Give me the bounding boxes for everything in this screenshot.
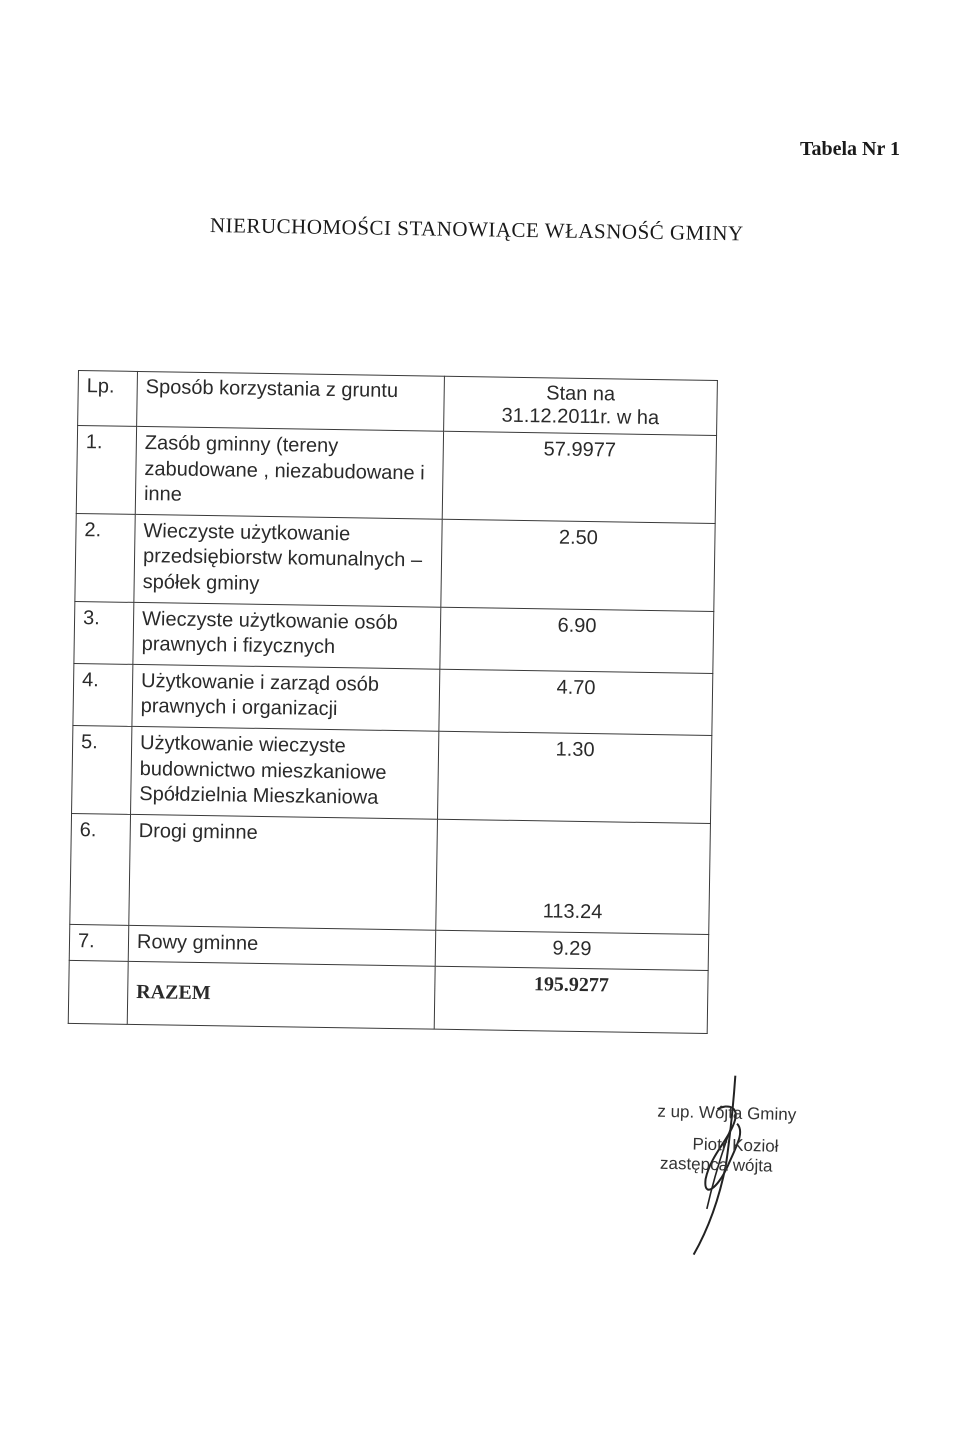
total-label: [127, 962, 435, 1030]
header-value: [444, 376, 718, 435]
total-label-text: RAZEM: [136, 980, 211, 1004]
header-value-line1: Stan na: [546, 382, 616, 406]
table-row: [72, 725, 712, 823]
row-value: 2.50: [441, 519, 715, 611]
row-lp: 2.: [75, 513, 135, 602]
table-total-row: [68, 961, 708, 1034]
total-value-text: 195.9277: [533, 973, 610, 997]
row-desc: Użytkowanie i zarząd osób prawnych i organizacji: [132, 664, 440, 731]
document-title: NIERUCHOMOŚCI STANOWIĄCE WŁASNOŚĆ GMINY: [209, 213, 744, 246]
row-lp: 6.: [70, 813, 131, 925]
row-desc: Drogi gminne: [129, 814, 438, 930]
table-row: [73, 663, 713, 735]
table-header-row: [78, 371, 718, 436]
row-desc: Użytkowanie wieczyste budownictwo mieszkaniowe Spółdzielnia Mieszkaniowa: [131, 726, 439, 819]
signature-line-1: z up. Wójta Gminy: [657, 1101, 797, 1125]
table-row: [75, 513, 715, 611]
property-table: [68, 370, 718, 1034]
row-lp: 4.: [73, 663, 133, 726]
table-row: [74, 601, 714, 673]
row-desc: Wieczyste użytkowanie osób prawnych i fizycznych: [133, 602, 441, 669]
row-lp: 7.: [69, 924, 129, 962]
header-value-line2: 31.12.2011r. w ha: [501, 404, 660, 430]
signature-stamp: [646, 1067, 851, 1262]
signature-line-2: Piotr Kozioł: [692, 1134, 779, 1156]
row-value: 6.90: [440, 607, 714, 673]
row-value: 113.24: [436, 819, 711, 934]
total-value: [434, 966, 708, 1033]
row-lp: 3.: [74, 601, 134, 664]
row-desc: Wieczyste użytkowanie przedsiębiorstw komunalnych – spółek gminy: [134, 514, 442, 607]
row-lp: 1.: [76, 426, 136, 515]
row-lp: 5.: [72, 725, 132, 814]
row-value: 9.29: [435, 930, 709, 971]
table-number: Tabela Nr 1: [800, 138, 901, 160]
property-table-wrapper: [68, 370, 718, 1034]
total-lp: [68, 961, 128, 1025]
row-desc: Rowy gminne: [128, 925, 436, 966]
header-lp: Lp.: [78, 371, 138, 427]
row-desc: Zasób gminny (tereny zabudowane , niezabudowane i inne: [135, 426, 443, 519]
row-value: 57.9977: [442, 431, 716, 523]
table-row: [70, 813, 711, 934]
row-value: 1.30: [437, 731, 711, 823]
signature-line-3: zastępca wójta: [659, 1153, 773, 1176]
header-desc: Sposób korzystania z gruntu: [137, 371, 445, 431]
row-value: 4.70: [439, 669, 713, 735]
table-row: [76, 426, 716, 524]
